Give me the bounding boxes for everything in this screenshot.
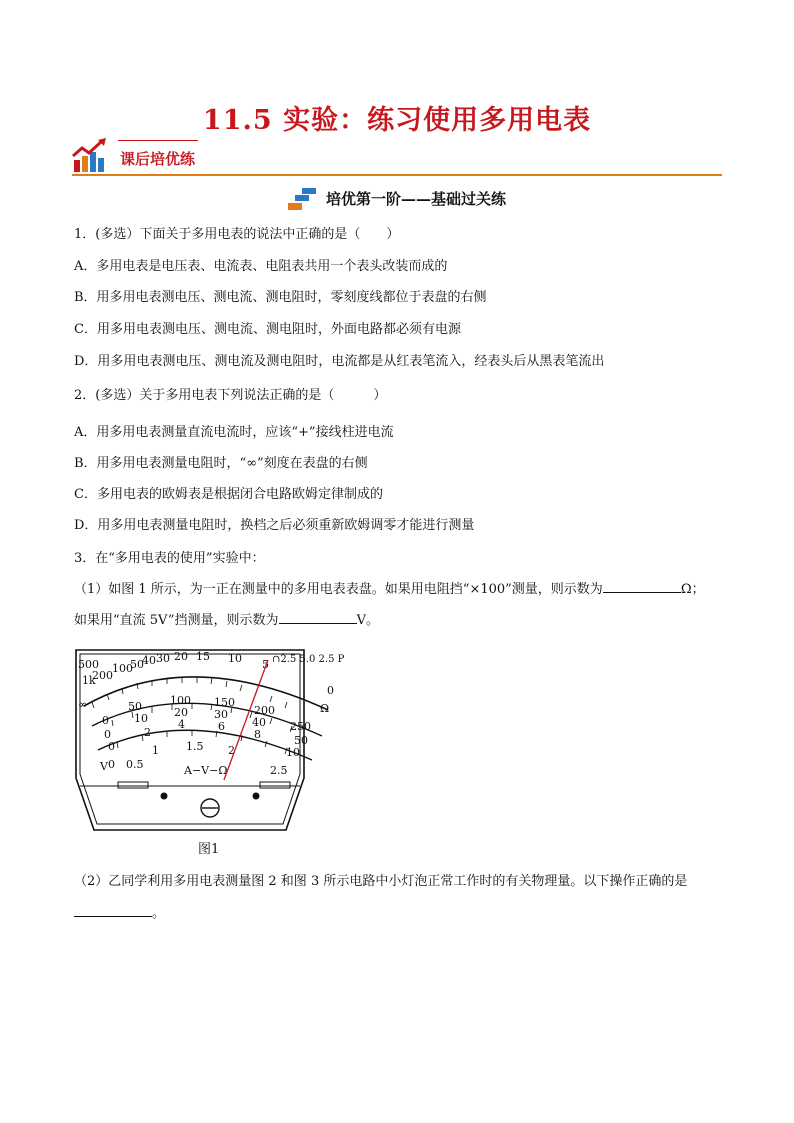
page-title: 11.5 实验：练习使用多用电表 [202,105,592,136]
ohm-tick-label: 50 [130,658,144,671]
answer-blank-ohm[interactable] [603,580,681,593]
header-divider [72,174,722,176]
ohm-tick-label: 0 [327,684,334,697]
q1-stem: 1．(多选）下面关于多用电表的说法中正确的是（ ） [74,227,400,242]
dc10-tick-label: 0 [108,740,115,753]
q3-part1-line2 [74,611,379,630]
q3-part2-line1: （2）乙同学利用多用电表测量图 2 和图 3 所示电路中小灯泡正常工作时的有关物理量。以下操作正确的是 [74,874,688,889]
tier-heading [0,188,794,212]
q3-part1-text-d: V。 [356,613,379,628]
ac-tick-label: 2.5 [270,764,288,777]
q3-part1-text-b: Ω； [680,582,705,597]
infinity-label: ∞ [78,698,88,711]
dc50-tick-label: 50 [294,734,308,747]
ohm-unit-label: Ω [320,702,330,715]
q2-option-c: C．多用电表的欧姆表是根据闭合电路欧姆定律制成的 [74,487,383,502]
dc250-tick-label: 50 [128,700,142,713]
ac-tick-label: 0 [108,758,115,771]
dc250-tick-label: 0 [102,714,109,727]
dc10-tick-label: 10 [286,746,300,759]
q3-part2-text-b: 。 [152,906,166,921]
ohm-tick-label: 100 [112,662,133,675]
ac-tick-label: 1 [152,744,159,757]
ohm-tick-label: 200 [92,669,113,682]
mount-dot [161,793,168,800]
chart-growth-icon [72,138,112,174]
ohm-tick-label: 40 [142,654,156,667]
q3-stem: 3．在“多用电表的使用”实验中： [74,551,265,566]
terminal-slot [260,782,290,788]
ohm-tick-label: 1k [82,674,96,687]
dc10-tick-label: 8 [254,728,261,741]
q1-option-c: C．用多用电表测电压、测电流、测电阻时，外面电路都必须有电源 [74,322,461,337]
section-label: 课后培优练 [120,150,196,168]
q3-part1-text-c: 如果用“直流 5V”挡测量，则示数为 [74,613,279,628]
ohm-tick-label: 30 [156,652,170,665]
header-divider-top [118,140,198,141]
dc10-tick-label: 2 [144,726,151,739]
dc10-tick-label: 4 [178,718,185,731]
top-right-marks: ∩2.5 5.0 2.5 P [272,654,345,665]
mount-dot [253,793,260,800]
q2-option-b: B．用多用电表测量电阻时，“∞”刻度在表盘的右侧 [74,456,368,471]
dc250-tick-label: 250 [290,720,311,733]
q1-option-b: B．用多用电表测电压、测电流、测电阻时，零刻度线都位于表盘的右侧 [74,290,487,305]
section-header [72,138,722,178]
ac-tick-label: 1.5 [186,740,204,753]
dc50-tick-label: 30 [214,708,228,721]
figure-caption: 图1 [198,842,220,857]
ohm-tick-label: 10 [228,652,242,665]
q3-part2-line2 [74,904,165,923]
ohm-tick-label: 5 [262,658,269,671]
answer-blank-part2[interactable] [74,904,152,917]
dc50-tick-label: 20 [174,706,188,719]
q2-option-a: A．用多用电表测量直流电流时，应该“+”接线柱进电流 [74,425,394,440]
dc50-tick-label: 0 [104,728,111,741]
dc50-tick-label: 10 [134,712,148,725]
q3-part1-line1 [74,580,705,599]
q2-stem: 2．(多选）关于多用电表下列说法正确的是（ ） [74,388,387,403]
answer-blank-volt[interactable] [279,611,357,624]
ac-tick-label: 2 [228,744,235,757]
center-label: A−V−Ω [184,764,228,777]
q2-option-d: D．用多用电表测量电阻时，换档之后必须重新欧姆调零才能进行测量 [74,518,475,533]
v-label: V [100,760,108,773]
ohm-tick-label: 15 [196,650,210,663]
ac-tick-label: 0.5 [126,758,144,771]
q1-option-a: A．多用电表是电压表、电流表、电阻表共用一个表头改装而成的 [74,259,448,274]
dc10-tick-label: 6 [218,720,225,733]
terminal-slot [118,782,148,788]
dc50-tick-label: 40 [252,716,266,729]
ohm-tick-label: 20 [174,650,188,663]
q3-part1-text-a: （1）如图 1 所示，为一正在测量中的多用电表表盘。如果用电阻挡“×100”测量，则示数为 [74,582,603,597]
stairs-icon [288,188,318,212]
dc250-tick-label: 150 [214,696,235,709]
multimeter-dial-figure [72,646,345,830]
ohm-tick-label: 500 [78,658,99,671]
dc250-tick-label: 200 [254,704,275,717]
dc250-tick-label: 100 [170,694,191,707]
q1-option-d: D．用多用电表测电压、测电流及测电阻时，电流都是从红表笔流入，经表头后从黑表笔流出 [74,354,605,369]
tier-title: 培优第一阶——基础过关练 [325,190,506,208]
